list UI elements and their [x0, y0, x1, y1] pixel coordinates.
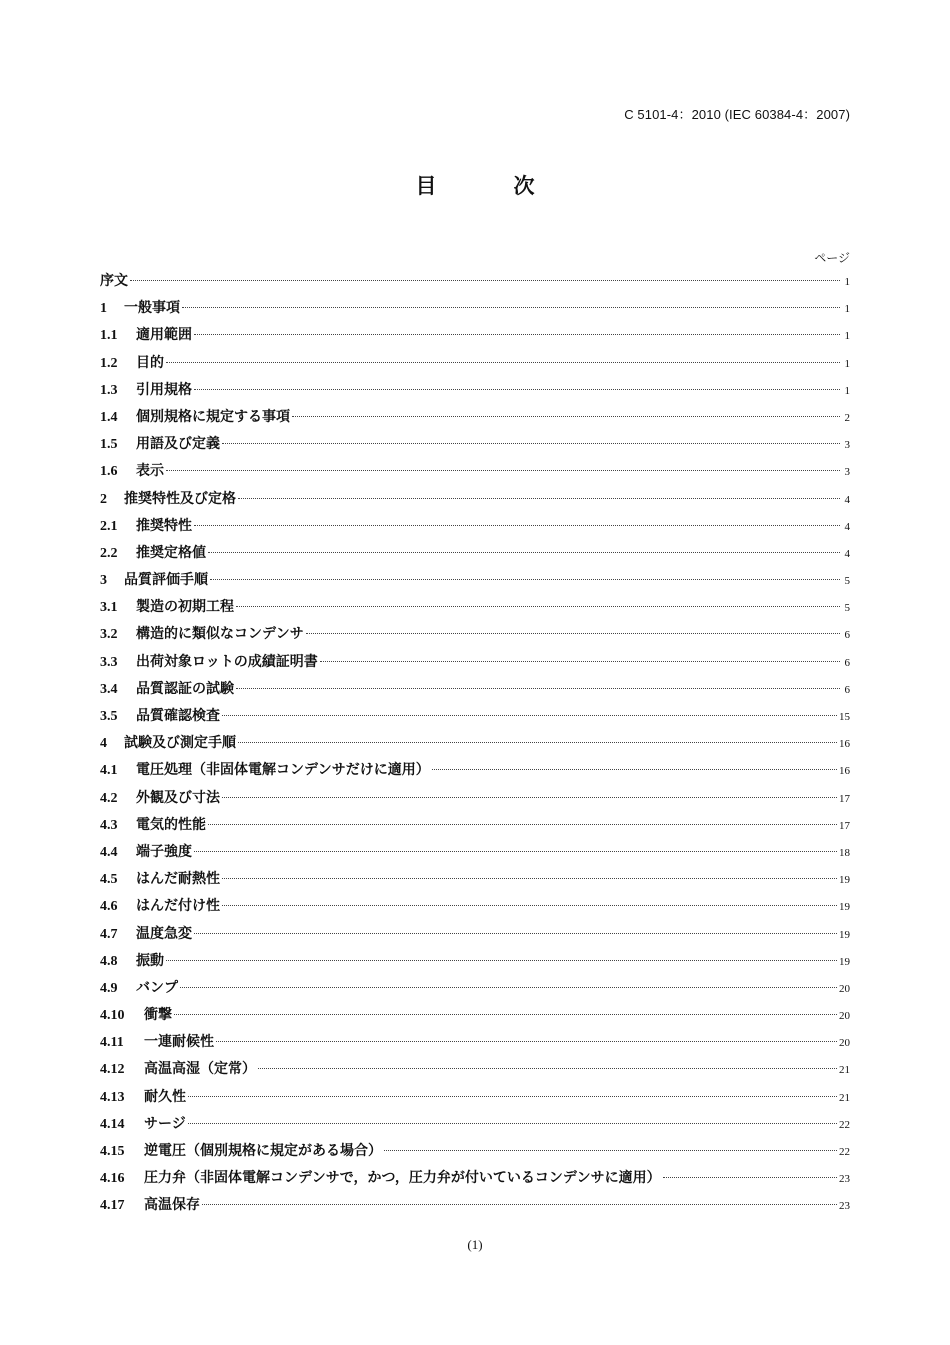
toc-entry[interactable] — [100, 1056, 850, 1083]
toc-entry-page: 19 — [839, 928, 850, 941]
toc-entry-page: 19 — [839, 874, 850, 887]
toc-entry-label: 推奨特性 — [136, 517, 192, 534]
toc-entry[interactable] — [100, 1192, 850, 1219]
toc-entry[interactable] — [100, 812, 850, 839]
toc-entry-label: 表示 — [136, 463, 164, 480]
toc-entry-label: 圧力弁（非固体電解コンデンサで，かつ，圧力弁が付いているコンデンサに適用） — [144, 1170, 661, 1187]
page-title: 目 次 — [415, 174, 563, 198]
toc-entry-page: 19 — [839, 955, 850, 968]
toc-entry-label: 推奨特性及び定格 — [124, 490, 236, 507]
toc-leader-dots — [166, 960, 837, 961]
toc-entry-number: 4.12 — [100, 1062, 125, 1078]
toc-entry-number: 1.4 — [100, 409, 118, 425]
toc-entry-label: 試験及び測定手順 — [124, 735, 236, 752]
toc-entry[interactable] — [100, 975, 850, 1002]
toc-entry[interactable] — [100, 1002, 850, 1029]
toc-leader-dots — [174, 1014, 837, 1015]
toc-entry-number: 4.13 — [100, 1089, 125, 1105]
toc-entry[interactable] — [100, 322, 850, 349]
toc-leader-dots — [236, 606, 840, 607]
toc-entry[interactable] — [100, 458, 850, 485]
toc-entry-number: 4.6 — [100, 899, 118, 915]
toc-entry-page: 20 — [839, 1010, 850, 1023]
toc-entry-number: 4.4 — [100, 844, 118, 860]
toc-entry-page: 15 — [839, 711, 850, 723]
toc-entry-number: 4.9 — [100, 980, 118, 996]
toc-entry-label: 一連耐候性 — [144, 1034, 214, 1051]
toc-entry-number: 4.8 — [100, 953, 118, 969]
toc-leader-dots — [210, 579, 840, 580]
toc-entry-number: 4.3 — [100, 817, 118, 833]
toc-entry-page: 19 — [839, 901, 850, 914]
document-code: C 5101-4：2010 (IEC 60384-4：2007) — [624, 107, 850, 122]
toc-entry-page: 1 — [844, 357, 850, 370]
toc-entry-page: 4 — [844, 493, 850, 506]
toc-leader-dots — [222, 905, 837, 906]
toc-entry-label: 個別規格に規定する事項 — [136, 408, 290, 425]
toc-leader-dots — [222, 878, 837, 879]
toc-entry-label: 端子強度 — [136, 843, 192, 860]
table-of-contents — [100, 268, 850, 1220]
toc-entry-label: 用語及び定義 — [136, 436, 220, 453]
toc-entry[interactable] — [100, 921, 850, 948]
toc-entry-page: 1 — [844, 276, 850, 288]
toc-leader-dots — [222, 443, 840, 444]
toc-entry-page: 5 — [844, 575, 850, 588]
toc-leader-dots — [166, 470, 840, 471]
toc-entry-label: サージ — [144, 1115, 186, 1132]
toc-entry-page: 20 — [839, 982, 850, 995]
toc-entry-label: 構造的に類似なコンデンサ — [136, 626, 304, 643]
toc-entry-page: 21 — [839, 1091, 850, 1104]
toc-entry-number: 4.16 — [100, 1171, 125, 1187]
toc-entry-page: 5 — [844, 602, 850, 615]
toc-entry-label: 高温保存 — [144, 1197, 200, 1214]
toc-leader-dots — [194, 525, 840, 526]
toc-entry-label: 品質評価手順 — [124, 572, 208, 589]
toc-entry-label: はんだ耐熱性 — [136, 871, 220, 888]
toc-entry-number: 3.4 — [100, 681, 118, 697]
toc-entry-number: 4.15 — [100, 1144, 125, 1159]
toc-entry-label: 電圧処理（非固体電解コンデンサだけに適用） — [136, 762, 430, 779]
page-number: (1) — [467, 1237, 483, 1252]
toc-entry[interactable] — [100, 785, 850, 812]
toc-entry[interactable] — [100, 1029, 850, 1056]
toc-entry[interactable] — [100, 1165, 850, 1192]
toc-entry-number: 1.3 — [100, 382, 118, 398]
toc-entry-page: 1 — [844, 330, 850, 343]
toc-entry-number: 4.10 — [100, 1008, 125, 1024]
toc-entry-number: 1 — [100, 301, 107, 317]
toc-entry-label: 適用範囲 — [136, 327, 192, 344]
toc-entry[interactable] — [100, 404, 850, 431]
toc-entry-number: 4.5 — [100, 872, 118, 888]
toc-entry-number: 3.2 — [100, 627, 118, 643]
toc-entry[interactable] — [100, 513, 850, 540]
toc-entry-number: 4.14 — [100, 1116, 125, 1132]
toc-entry-page: 2 — [844, 411, 850, 424]
toc-leader-dots — [194, 334, 840, 335]
toc-entry-number: 3 — [100, 573, 107, 589]
toc-entry-label: 逆電圧（個別規格に規定がある場合） — [144, 1143, 382, 1159]
toc-entry-label: バンプ — [136, 979, 178, 996]
toc-entry-label: 耐久性 — [144, 1088, 186, 1105]
toc-entry-label: 出荷対象ロットの成績証明書 — [136, 653, 318, 670]
toc-leader-dots — [180, 987, 837, 988]
toc-leader-dots — [188, 1123, 837, 1124]
toc-entry-number: 3.1 — [100, 600, 118, 616]
toc-entry-page: 1 — [844, 384, 850, 397]
toc-entry-page: 17 — [839, 819, 850, 832]
toc-entry[interactable] — [100, 431, 850, 458]
toc-entry[interactable] — [100, 1138, 850, 1165]
toc-entry[interactable] — [100, 649, 850, 676]
toc-entry-label: 目的 — [136, 354, 164, 371]
toc-entry-page: 22 — [839, 1146, 850, 1158]
toc-leader-dots — [166, 362, 840, 363]
toc-entry-number: 2.1 — [100, 518, 118, 534]
toc-leader-dots — [208, 824, 837, 825]
toc-entry-number: 3.3 — [100, 654, 118, 670]
toc-entry-page: 23 — [839, 1173, 850, 1186]
toc-entry-number: 3.5 — [100, 709, 118, 724]
toc-leader-dots — [432, 769, 837, 770]
toc-entry-number: 4.11 — [100, 1035, 124, 1051]
toc-entry-page: 1 — [844, 303, 850, 316]
toc-leader-dots — [194, 389, 840, 390]
toc-entry-page: 4 — [844, 520, 850, 533]
toc-leader-dots — [202, 1204, 837, 1205]
toc-entry-label: 高温高湿（定常） — [144, 1061, 256, 1078]
toc-entry[interactable] — [100, 757, 850, 784]
toc-entry-page: 6 — [844, 683, 850, 696]
toc-leader-dots — [182, 307, 840, 308]
toc-entry[interactable] — [100, 866, 850, 893]
toc-entry-label: 品質確認検査 — [136, 708, 220, 724]
toc-entry-label: 衝撃 — [144, 1007, 172, 1024]
toc-entry-number: 2.2 — [100, 545, 118, 561]
toc-entry-number: 4.7 — [100, 926, 118, 942]
toc-leader-dots — [222, 715, 837, 716]
toc-entry-page: 6 — [844, 629, 850, 642]
toc-leader-dots — [130, 280, 840, 281]
toc-entry[interactable] — [100, 893, 850, 920]
toc-entry-label: 電気的性能 — [136, 816, 206, 833]
toc-entry-page: 16 — [839, 738, 850, 751]
toc-entry-number: 1.1 — [100, 328, 118, 344]
toc-leader-dots — [222, 797, 837, 798]
toc-leader-dots — [258, 1068, 837, 1069]
toc-entry-label: 品質認証の試験 — [136, 680, 234, 697]
toc-entry-page: 4 — [844, 547, 850, 560]
toc-entry[interactable] — [100, 730, 850, 757]
toc-entry-page: 21 — [839, 1064, 850, 1077]
toc-entry-page: 23 — [839, 1200, 850, 1213]
toc-entry-page: 16 — [839, 765, 850, 778]
toc-entry-label: はんだ付け性 — [136, 898, 220, 915]
toc-entry-label: 製造の初期工程 — [136, 599, 234, 616]
toc-entry-number: 2 — [100, 491, 107, 507]
toc-leader-dots — [292, 416, 840, 417]
toc-entry[interactable] — [100, 295, 850, 322]
toc-entry-number: 1.2 — [100, 355, 118, 371]
toc-entry[interactable] — [100, 377, 850, 404]
toc-entry-label: 振動 — [136, 952, 164, 969]
toc-entry[interactable] — [100, 839, 850, 866]
toc-entry[interactable] — [100, 1111, 850, 1138]
toc-leader-dots — [208, 552, 840, 553]
toc-entry-number: 4.2 — [100, 790, 118, 806]
toc-entry-label: 推奨定格値 — [136, 544, 206, 561]
toc-leader-dots — [306, 633, 840, 634]
toc-entry-number: 4 — [100, 736, 107, 752]
toc-entry[interactable] — [100, 350, 850, 377]
toc-entry-label: 一般事項 — [124, 300, 180, 317]
toc-entry-number: 4.17 — [100, 1198, 125, 1214]
toc-leader-dots — [663, 1177, 837, 1178]
toc-entry[interactable] — [100, 594, 850, 621]
toc-leader-dots — [238, 498, 840, 499]
page-column-label: ページ — [814, 251, 850, 265]
toc-entry[interactable] — [100, 540, 850, 567]
toc-leader-dots — [320, 661, 840, 662]
toc-entry-page: 20 — [839, 1037, 850, 1050]
toc-entry[interactable] — [100, 676, 850, 703]
toc-entry-number: 1.5 — [100, 437, 118, 453]
toc-entry[interactable] — [100, 486, 850, 513]
toc-entry[interactable] — [100, 1084, 850, 1111]
toc-leader-dots — [194, 933, 837, 934]
toc-entry[interactable] — [100, 948, 850, 975]
toc-leader-dots — [188, 1096, 837, 1097]
toc-entry-page: 22 — [839, 1118, 850, 1131]
toc-entry-label: 外観及び寸法 — [136, 789, 220, 806]
toc-entry-page: 17 — [839, 792, 850, 805]
toc-leader-dots — [194, 851, 837, 852]
toc-entry-page: 3 — [844, 466, 850, 479]
toc-entry[interactable] — [100, 703, 850, 730]
toc-entry[interactable] — [100, 621, 850, 648]
toc-leader-dots — [236, 688, 840, 689]
toc-leader-dots — [384, 1150, 837, 1151]
toc-leader-dots — [216, 1041, 837, 1042]
toc-entry-label: 序文 — [100, 273, 128, 289]
toc-entry-page: 18 — [839, 846, 850, 859]
toc-entry-number: 1.6 — [100, 464, 118, 480]
toc-entry-number: 4.1 — [100, 763, 118, 779]
toc-entry-label: 引用規格 — [136, 381, 192, 398]
toc-entry-page: 6 — [844, 656, 850, 669]
toc-entry-page: 3 — [844, 439, 850, 452]
toc-entry[interactable] — [100, 268, 850, 295]
toc-entry[interactable] — [100, 567, 850, 594]
toc-entry-label: 温度急変 — [136, 925, 192, 942]
toc-leader-dots — [238, 742, 837, 743]
